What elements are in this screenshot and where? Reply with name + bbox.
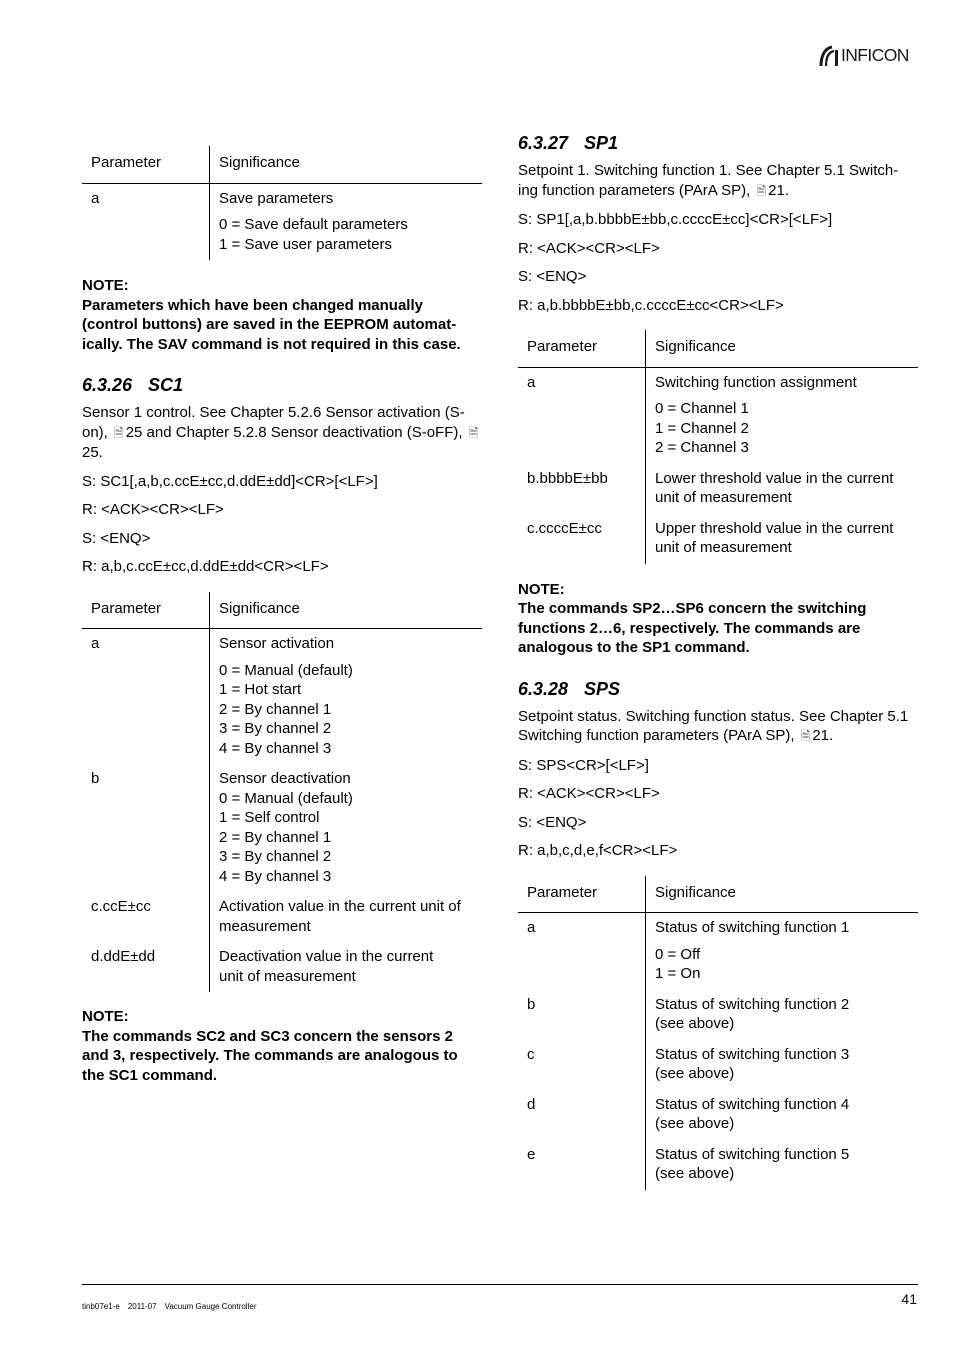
note-body: The commands SC2 and SC3 concern the sensors 2 and 3, respectively. The commands are analogous to the SC1 command. [82, 1027, 458, 1084]
param-cell: a [82, 629, 210, 765]
logo-text: INFICON [841, 45, 909, 66]
table-header-row [518, 330, 918, 367]
section-number: 6.3.27 [518, 133, 569, 153]
command-line: S: SC1[,a,b,c.ccE±cc,d.ddE±dd]<CR>[<LF>] [82, 472, 378, 490]
significance-line: (see above) [655, 1065, 735, 1082]
section-heading-sp1 [518, 132, 918, 154]
page-ref[interactable]: 21. [812, 727, 834, 744]
table-row [518, 1140, 918, 1190]
param-cell: c.ccccE±cc [518, 514, 646, 564]
table-row [82, 942, 482, 992]
command-line: R: a,b,c,d,e,f<CR><LF> [518, 842, 678, 859]
significance-title: Sensor deactivation [219, 770, 351, 787]
significance-cell [210, 764, 483, 892]
value-line: 0 = Off [655, 945, 701, 963]
param-cell: c [518, 1040, 646, 1090]
value-line: 4 = By channel 3 [219, 867, 332, 885]
section-title: SP1 [584, 133, 619, 153]
value-line: 2 = By channel 1 [219, 700, 332, 718]
table-row [82, 183, 482, 260]
footer-divider [82, 1284, 918, 1285]
significance-cell [646, 913, 919, 990]
footer-date: 2011-07 [127, 1302, 157, 1311]
command-line: S: <ENQ> [82, 529, 151, 547]
column-header-parameter: Parameter [518, 330, 646, 367]
footer-doc-id: tinb07e1-e [82, 1302, 120, 1311]
significance-line: Status of switching function 5 [655, 1145, 850, 1163]
section-intro [82, 403, 482, 463]
significance-title: Sensor activation [219, 635, 335, 652]
intro-text: Sensor 1 control. See Chapter 5.2.6 Sensor activation (S-on), [82, 404, 465, 441]
significance-cell: Deactivation value in the current unit of measurement [219, 948, 434, 985]
param-cell: c.ccE±cc [82, 892, 210, 942]
value-line: 1 = On [655, 965, 701, 982]
param-cell: d.ddE±dd [82, 942, 210, 992]
sp1-parameter-table [518, 330, 918, 564]
significance-cell: Lower threshold value in the current unit of measurement [655, 469, 894, 506]
command-line: S: SP1[,a,b.bbbbE±bb,c.ccccE±cc]<CR>[<LF>] [518, 211, 833, 228]
command-line: R: <ACK><CR><LF> [518, 239, 660, 257]
section-heading-sc1 [82, 374, 482, 396]
significance-title: Switching function assignment [655, 373, 857, 391]
command-line: R: <ACK><CR><LF> [518, 785, 660, 802]
right-column [518, 130, 918, 1190]
note-label: NOTE: [82, 1008, 129, 1025]
page-ref[interactable]: 25 [125, 423, 143, 441]
column-header-parameter: Parameter [82, 592, 210, 629]
table-row [518, 913, 918, 990]
significance-cell: Upper threshold value in the current unit of measurement [655, 519, 894, 556]
inficon-logo [818, 44, 909, 68]
significance-line: Status of switching function 2 [655, 995, 850, 1013]
section-title: SPS [584, 678, 621, 699]
command-line: R: <ACK><CR><LF> [82, 501, 224, 518]
sc1-parameter-table [82, 592, 482, 993]
intro-text: Setpoint status. Switching function status. See Chapter 5.1 Switching function parameters (PArA SP), [518, 707, 909, 744]
value-line: 2 = Channel 3 [655, 439, 749, 456]
significance-cell [646, 367, 919, 464]
column-header-significance: Significance [646, 876, 919, 913]
table-header-row [82, 146, 482, 183]
page-reference-icon: 🗎 [114, 425, 124, 440]
value-line: 0 = Manual (default) [219, 789, 353, 807]
page-reference-icon: 🗎 [468, 425, 479, 440]
column-header-significance: Significance [210, 592, 483, 629]
intro-text: Setpoint 1. Switching function 1. See Chapter 5.1 Switch-ing function parameters (PArA SP), [518, 162, 899, 199]
page-ref[interactable]: 25. [82, 444, 103, 461]
command-line: R: a,b.bbbbE±bb,c.ccccE±cc<CR><LF> [518, 296, 784, 314]
table-row [82, 892, 482, 942]
section-heading-sps [518, 678, 918, 700]
param-cell: a [518, 913, 646, 990]
significance-line: (see above) [655, 1165, 735, 1182]
column-header-significance: Significance [210, 146, 483, 183]
param-cell: b [518, 990, 646, 1040]
table-row [518, 990, 918, 1040]
value-line: 3 = By channel 2 [219, 720, 332, 737]
sav-parameter-table [82, 146, 482, 260]
table-row [82, 629, 482, 765]
note-label: NOTE: [518, 580, 565, 598]
table-header-row [82, 592, 482, 629]
param-cell: d [518, 1090, 646, 1140]
command-line: R: a,b,c.ccE±cc,d.ddE±dd<CR><LF> [82, 558, 329, 575]
section-intro [518, 161, 918, 201]
param-cell: b.bbbbE±bb [518, 464, 646, 514]
significance-cell [210, 629, 483, 765]
footer-info [82, 1297, 264, 1317]
significance-line: Status of switching function 3 [655, 1045, 850, 1063]
table-row [518, 464, 918, 514]
value-line: 1 = Save user parameters [219, 235, 393, 253]
table-row [518, 1090, 918, 1140]
command-line: S: <ENQ> [518, 813, 587, 831]
value-line: 1 = Channel 2 [655, 419, 749, 437]
value-line: 1 = Self control [219, 809, 320, 826]
value-line: 3 = By channel 2 [219, 848, 332, 865]
value-line: 4 = By channel 3 [219, 739, 332, 757]
page-reference-icon: 🗎 [756, 183, 767, 198]
command-line: S: SPS<CR>[<LF>] [518, 756, 649, 774]
value-line: 0 = Manual (default) [219, 661, 353, 679]
page-reference-icon: 🗎 [800, 729, 811, 743]
sps-parameter-table [518, 876, 918, 1190]
significance-line: (see above) [655, 1015, 735, 1032]
section-intro [518, 707, 918, 747]
significance-line: (see above) [655, 1115, 735, 1132]
param-cell: e [518, 1140, 646, 1190]
table-row [82, 764, 482, 892]
significance-cell [646, 1040, 919, 1090]
note-label: NOTE: [82, 277, 129, 294]
value-line: 1 = Hot start [219, 681, 302, 698]
param-cell: a [82, 183, 210, 260]
left-column [82, 146, 482, 1085]
table-header-row [518, 876, 918, 913]
section-number: 6.3.28 [518, 678, 569, 699]
significance-title: Save parameters [219, 189, 334, 207]
note-body: The commands SP2…SP6 concern the switching functions 2…6, respectively. The commands are analogous to the SP1 command. [518, 600, 867, 656]
significance-cell [646, 990, 919, 1040]
intro-text: and Chapter 5.2.8 Sensor deactivation (S-oFF), [146, 423, 463, 441]
param-cell: b [82, 764, 210, 892]
table-row [518, 1040, 918, 1090]
significance-title: Status of switching function 1 [655, 919, 850, 936]
section-number: 6.3.26 [82, 375, 133, 395]
footer-product: Vacuum Gauge Controller [164, 1302, 257, 1311]
inficon-logo-icon [818, 44, 840, 68]
param-cell: a [518, 367, 646, 464]
table-row [518, 367, 918, 464]
column-header-parameter: Parameter [82, 146, 210, 183]
value-line: 0 = Channel 1 [655, 400, 749, 417]
page-ref[interactable]: 21. [768, 181, 790, 199]
table-row [518, 514, 918, 564]
page-number: 41 [901, 1291, 917, 1307]
significance-cell [646, 1140, 919, 1190]
significance-cell: Activation value in the current unit of measurement [219, 898, 461, 935]
command-line: S: <ENQ> [518, 268, 587, 285]
note-body: Parameters which have been changed manually (control buttons) are saved in the EEPROM automat-ically. The SAV command is not required in this case. [82, 296, 461, 353]
value-line: 0 = Save default parameters [219, 216, 408, 233]
significance-line: Status of switching function 4 [655, 1095, 850, 1113]
value-line: 2 = By channel 1 [219, 828, 332, 846]
section-title: SC1 [148, 375, 184, 395]
column-header-significance: Significance [646, 330, 919, 367]
column-header-parameter: Parameter [518, 876, 646, 913]
significance-cell [210, 183, 483, 260]
significance-cell [646, 1090, 919, 1140]
